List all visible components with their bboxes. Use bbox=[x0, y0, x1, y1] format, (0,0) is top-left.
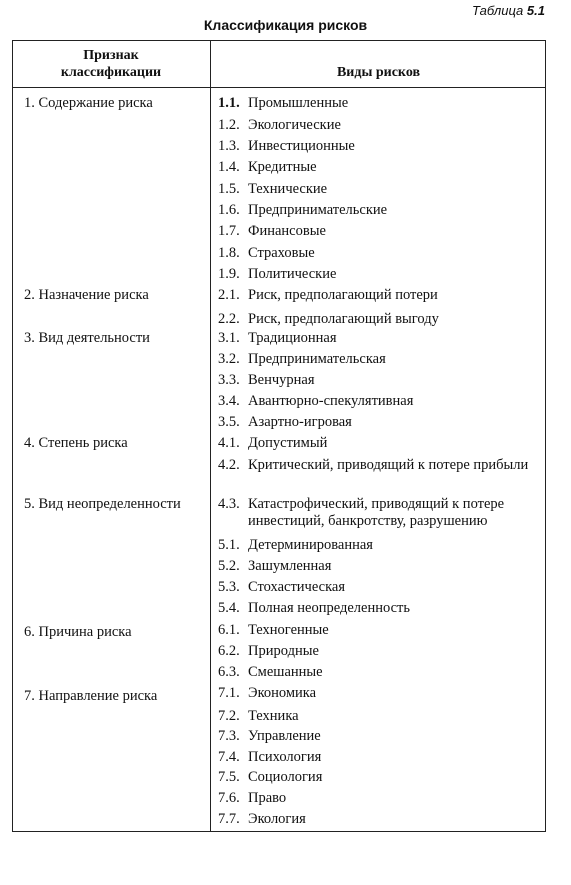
type-row bbox=[218, 728, 321, 745]
type-row bbox=[218, 558, 332, 575]
type-row bbox=[218, 579, 345, 596]
criterion-row: 5. Вид неопределенности bbox=[24, 496, 181, 512]
type-row bbox=[218, 457, 529, 474]
type-num: 4.2. bbox=[218, 457, 240, 473]
header-criterion bbox=[12, 47, 210, 81]
type-num: 5.4. bbox=[218, 600, 240, 616]
type-text: Риск, предполагающий выгоду bbox=[248, 311, 439, 327]
type-num: 7.3. bbox=[218, 728, 240, 744]
type-text: Финансовые bbox=[248, 223, 326, 239]
type-num: 3.5. bbox=[218, 414, 240, 430]
type-row bbox=[218, 311, 439, 328]
criterion-row: 6. Причина риска bbox=[24, 624, 132, 640]
type-text: Критический, приводящий к потере прибыли bbox=[248, 457, 529, 473]
type-text: Авантюрно-спекулятивная bbox=[248, 393, 414, 409]
type-text: Экология bbox=[248, 811, 306, 827]
column-divider bbox=[210, 40, 211, 832]
type-text: Риск, предполагающий потери bbox=[248, 287, 438, 303]
criterion-row: 4. Степень риска bbox=[24, 435, 128, 451]
type-row bbox=[218, 181, 328, 198]
type-num: 3.3. bbox=[218, 372, 240, 388]
type-text: Традиционная bbox=[248, 330, 337, 346]
type-num: 3.4. bbox=[218, 393, 240, 409]
type-num: 7.7. bbox=[218, 811, 240, 827]
type-text: Экономика bbox=[248, 685, 317, 701]
type-num: 7.6. bbox=[218, 790, 240, 806]
type-num: 7.2. bbox=[218, 708, 240, 724]
type-row bbox=[218, 643, 319, 660]
criterion-row: 3. Вид деятельности bbox=[24, 330, 150, 346]
type-row bbox=[218, 769, 323, 786]
type-row bbox=[218, 811, 306, 828]
type-row bbox=[218, 414, 352, 431]
type-num: 6.1. bbox=[218, 622, 240, 638]
type-text: Экологические bbox=[248, 117, 341, 133]
type-text: Психология bbox=[248, 749, 322, 765]
type-row bbox=[218, 287, 438, 304]
type-row bbox=[218, 600, 410, 617]
type-num: 2.1. bbox=[218, 287, 240, 303]
type-text: Предпринимательская bbox=[248, 351, 386, 367]
header-criterion-line1: Признак bbox=[83, 48, 139, 63]
type-num: 5.2. bbox=[218, 558, 240, 574]
type-text: Технические bbox=[248, 181, 328, 197]
type-num: 1.8. bbox=[218, 245, 240, 261]
type-row bbox=[218, 790, 287, 807]
type-row bbox=[218, 622, 329, 639]
type-num: 4.1. bbox=[218, 435, 240, 451]
type-text: Управление bbox=[248, 728, 321, 744]
type-row bbox=[218, 749, 322, 766]
type-row bbox=[218, 435, 328, 452]
type-row bbox=[218, 330, 337, 347]
type-text: Азартно-игровая bbox=[248, 414, 352, 430]
criterion-row: 2. Назначение риска bbox=[24, 287, 149, 303]
type-num: 1.5. bbox=[218, 181, 240, 197]
type-num: 2.2. bbox=[218, 311, 240, 327]
type-num: 1.1. bbox=[218, 95, 240, 111]
type-row bbox=[218, 372, 315, 389]
type-num: 5.3. bbox=[218, 579, 240, 595]
type-text: Право bbox=[248, 790, 287, 806]
table-title: Классификация рисков bbox=[203, 17, 368, 33]
type-row bbox=[218, 537, 373, 554]
type-num: 1.9. bbox=[218, 266, 240, 282]
type-row bbox=[218, 202, 388, 219]
type-num: 1.7. bbox=[218, 223, 240, 239]
header-criterion-line2: классификации bbox=[60, 65, 162, 80]
type-num: 3.2. bbox=[218, 351, 240, 367]
type-text: Страховые bbox=[248, 245, 315, 261]
type-text: Техника bbox=[248, 708, 299, 724]
type-text: Катастрофический, приводящий к потере инвестиций, банкротству, разрушению bbox=[248, 496, 505, 529]
type-text: Социология bbox=[248, 769, 323, 785]
type-text: Венчурная bbox=[248, 372, 315, 388]
table-label bbox=[472, 3, 545, 18]
type-num: 7.5. bbox=[218, 769, 240, 785]
header-types: Виды рисков bbox=[336, 65, 421, 80]
type-row bbox=[218, 496, 505, 529]
type-num: 4.3. bbox=[218, 496, 240, 512]
type-text: Предпринимательские bbox=[248, 202, 388, 218]
type-text: Стохастическая bbox=[248, 579, 345, 595]
type-row bbox=[218, 266, 337, 283]
type-num: 1.2. bbox=[218, 117, 240, 133]
type-text: Допустимый bbox=[248, 435, 328, 451]
type-row bbox=[218, 685, 317, 702]
type-num: 6.3. bbox=[218, 664, 240, 680]
type-num: 3.1. bbox=[218, 330, 240, 346]
type-row bbox=[218, 138, 355, 155]
type-num: 6.2. bbox=[218, 643, 240, 659]
type-num: 7.1. bbox=[218, 685, 240, 701]
type-row bbox=[218, 351, 386, 368]
table-label-prefix: Таблица bbox=[472, 3, 524, 18]
type-text: Кредитные bbox=[248, 159, 317, 175]
criterion-row: 7. Направление риска bbox=[24, 688, 158, 704]
type-row bbox=[218, 393, 414, 410]
type-text: Промышленные bbox=[248, 95, 349, 111]
type-text: Зашумленная bbox=[248, 558, 332, 574]
header-divider bbox=[12, 87, 546, 88]
type-text: Природные bbox=[248, 643, 319, 659]
type-text: Полная неопределенность bbox=[248, 600, 410, 616]
type-row bbox=[218, 245, 315, 262]
type-text: Смешанные bbox=[248, 664, 323, 680]
type-num: 1.3. bbox=[218, 138, 240, 154]
type-text: Техногенные bbox=[248, 622, 329, 638]
type-row bbox=[218, 664, 323, 681]
type-row bbox=[218, 95, 349, 112]
type-num: 1.4. bbox=[218, 159, 240, 175]
type-num: 5.1. bbox=[218, 537, 240, 553]
type-text: Детерминированная bbox=[248, 537, 373, 553]
type-num: 7.4. bbox=[218, 749, 240, 765]
type-text: Политические bbox=[248, 266, 337, 282]
table-label-number: 5.1 bbox=[526, 3, 545, 18]
type-row bbox=[218, 159, 317, 176]
criterion-row: 1. Содержание риска bbox=[24, 95, 153, 111]
type-row bbox=[218, 117, 341, 134]
type-row bbox=[218, 708, 299, 725]
type-text: Инвестиционные bbox=[248, 138, 355, 154]
type-row bbox=[218, 223, 326, 240]
type-num: 1.6. bbox=[218, 202, 240, 218]
